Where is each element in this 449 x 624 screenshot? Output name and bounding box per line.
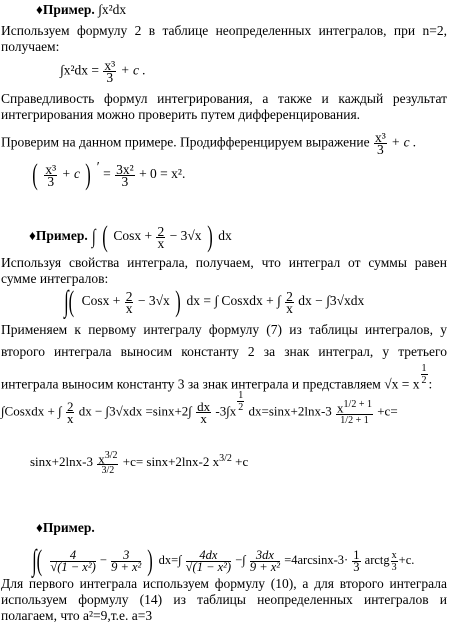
ex1-deriv-inner-frac [44,161,57,189]
ex2-split [60,287,364,317]
ex2-expr-b: − 3√x [169,228,202,244]
ex2-line1 [1,390,398,426]
ex1-deriv-eq: = [103,166,111,182]
ex2-expr-frac-num: 2 [157,223,165,239]
ex2-sqrt-exp-den: 2 [421,375,427,386]
ex2-open-paren: ( [102,220,108,253]
ex1-validity: Справедливость формул интегрирования, а также и каждый результат интегрирования можно проверить путем дифференцирования. [1,91,447,122]
ex3-explain: Для первого интеграла используем формулу (10), а для второго интеграла используем формулу (14) из таблицы неопределенных интегралов и полагаем, что a²=9,т.е. a=3 [1,576,447,623]
ex1-formula-frac [103,60,116,83]
ex2-line1-bigfrac-num [336,399,373,414]
ex3-heading-label: ♦Пример. [36,520,95,535]
ex2-sqrt-exp-num: 1 [421,363,427,374]
ex1-check-frac [374,132,387,155]
ex2-expr-frac [156,223,165,251]
ex3-one-third [352,547,360,574]
ex2-split-frac2 [285,288,294,316]
ex1-deriv-tail: + 0 = x². [139,166,186,182]
ex2-sqrt-exp [421,363,428,386]
ex3-f2 [111,547,142,574]
ex2-line1-exp-den: 2 [238,402,244,413]
ex3-tail: +c. [398,552,415,567]
ex1-deriv-result-frac [115,161,135,189]
ex3-eq-c: =4arcsinx-3· [284,552,349,567]
ex1-check-tail: + c . [391,134,417,150]
ex2-line2-a: sinx+2lnx-3 [30,454,93,470]
ex2-line2-b: +c= sinx+2lnx-2 x [122,454,220,470]
ex2-split-frac2-den: x [286,300,293,316]
ex3-one-third-num: 1 [353,547,360,562]
ex3-f4 [249,547,281,574]
ex2-expr-frac-den: x [157,235,165,251]
ex2-apply-text: Применяем к первому интегралу формулу (7) из таблицы интегралов, у второго интеграла выносим константу 2 за знак интеграл, у третьего интеграла выносим константу 3 за знак интеграла и представляем [1,322,447,392]
ex1-check-frac-den: 3 [376,142,384,157]
ex2-integral-sign: ∫ [91,226,96,248]
ex2-line2-c: +c [235,454,249,470]
ex1-deriv-open-paren: ( [32,158,38,191]
ex3-heading [36,521,95,535]
ex1-derivative [30,160,185,190]
ex3-f1-num: 4 [50,550,95,562]
ex2-split-close: ) [175,285,181,318]
ex1-formula [60,60,146,83]
ex2-line1-bigfrac-den: 1/2 + 1 [340,414,369,426]
ex2-line1-frac1 [66,398,75,426]
ex2-line1-frac2-num: dx [197,398,211,414]
ex2-split-frac-num: 2 [125,288,133,304]
ex3-f3-num: 4dx [186,550,231,562]
ex2-line1-frac2 [196,398,211,426]
ex1-formula-frac-den: 3 [106,70,114,85]
ex2-split-a: Cosx + [81,293,121,309]
ex3-arctg-frac [391,550,398,573]
ex2-line1-bigfrac-exp: 1/2 + 1 [343,399,372,411]
ex2-split-int-paren: ∫( [64,285,75,318]
ex1-deriv-result-num: 3x² [116,161,134,177]
ex2-line1-exp-num: 1 [238,390,244,401]
ex2-line1-f: dx=sinx+2lnx-3 [248,403,332,419]
ex2-split-frac [125,288,134,316]
ex3-f2-den: 9 + x² [111,559,142,574]
ex2-line1-b: dx − ∫3√xdx =sinx+2∫ [78,403,192,419]
ex2-line1-frac1-num: 2 [66,398,74,414]
ex1-intro: Используем формулу 2 в таблице неопределенных интегралов, при n=2, получаем: [1,23,447,54]
ex3-one-third-den: 3 [353,559,360,574]
ex1-heading-label: ♦Пример. [36,2,95,17]
ex1-check-text: Проверим на данном примере. Продифференцируем выражение [1,134,370,150]
ex2-split-frac2-num: 2 [286,288,293,304]
ex2-line1-bigfrac [336,399,373,425]
ex2-line1-frac1-den: x [66,410,74,426]
ex1-heading-expr: ∫x²dx [98,2,127,17]
ex3-f4-num: 3dx [250,550,280,562]
ex3-eq-a: dx=∫ [158,552,182,567]
ex1-check-frac-num: x³ [374,130,386,145]
ex2-line1-bigfrac-x: x [337,400,344,416]
ex3-f1-den: √(1 − x²) [50,559,96,574]
ex2-line2-frac-num [97,450,118,465]
ex1-formula-rhs: + c . [120,62,146,78]
ex2-line2-frac [97,450,118,476]
ex1-deriv-close-paren: ) [85,158,92,191]
ex1-deriv-result-den: 3 [121,173,129,189]
ex2-line2-frac-den: 3/2 [101,465,115,477]
ex3-f2-num: 3 [111,550,141,562]
ex3-arctg-den: 3 [391,561,397,573]
ex3-f3-den: √(1 − x²) [185,559,232,574]
ex2-split-c: dx = ∫ Cosxdx + ∫ [186,293,281,309]
ex3-arctg: arctg [364,552,390,567]
ex2-line1-g: +c= [377,403,398,419]
ex3-formula: ∫( $\frac{4}{\text{√(1 − x²)}}$ − $\frac{3}{\text{9 + x²}}$ ) dx=∫ $\frac{4dx}{\text{√(1 − x²)}}$ −∫ $\frac{3dx}{\text{9 + x²}}$ =4arcsinx-3· $\frac{1}{3}$ arctg $\frac{x}{3}$ +c. [32,544,415,577]
ex3-f3 [185,547,232,574]
ex3-arctg-num: x [391,549,397,561]
ex2-apply: Применяем к первому интегралу формулу (7) из таблицы интегралов, у второго интеграла выносим константу 2 за знак интеграл, у третьего интеграла выносим константу 3 за знак интеграла и представляем √x = x $\frac{1}{2}$ : [1,322,447,392]
ex2-line1-frac2-den: x [200,410,207,426]
ex1-deriv-prime: ′ [96,159,100,174]
ex1-formula-frac-num: x³ [104,58,116,73]
ex2-line2 [30,450,248,476]
ex2-close-paren: ) [207,220,213,253]
ex3-close-paren: ) [147,544,154,577]
ex2-line2-exp: 3/2 [219,452,232,464]
ex1-formula-lhs: ∫x²dx = [60,62,99,78]
ex2-sqrt-repr: √x = x [384,376,420,392]
ex1-check [1,132,416,155]
ex3-f4-den: 9 + x² [249,559,281,574]
ex1-deriv-inner-den: 3 [47,173,55,189]
ex2-line1-exp [237,390,244,413]
ex1-deriv-inner-num: x³ [45,161,57,177]
ex2-line2-frac-x: x [98,451,105,467]
ex2-heading-label: ♦Пример. [29,228,88,244]
ex2-line2-frac-exp: 3/2 [104,450,118,461]
ex2-expr-a: Cosx + [113,228,153,244]
ex2-expr-dx: dx [218,228,232,244]
ex1-heading [36,3,126,17]
ex2-heading [29,222,232,252]
ex2-line1-e: -3∫x [215,403,237,419]
ex2-split-b: − 3√x [137,293,170,309]
ex2-split-frac-den: x [125,300,133,316]
ex2-line1-a: ∫Cosxdx + ∫ [1,403,62,419]
ex2-split-d: dx − ∫3√xdx [298,293,365,309]
ex1-deriv-inner-c: + c [61,166,81,182]
ex2-intro: Используя свойства интеграла, получаем, что интеграл от суммы равен сумме интегралов: [1,255,447,286]
ex3-int-paren: ∫( [32,544,43,577]
ex3-f1 [50,547,96,574]
ex3-eq-b: −∫ [235,552,246,567]
